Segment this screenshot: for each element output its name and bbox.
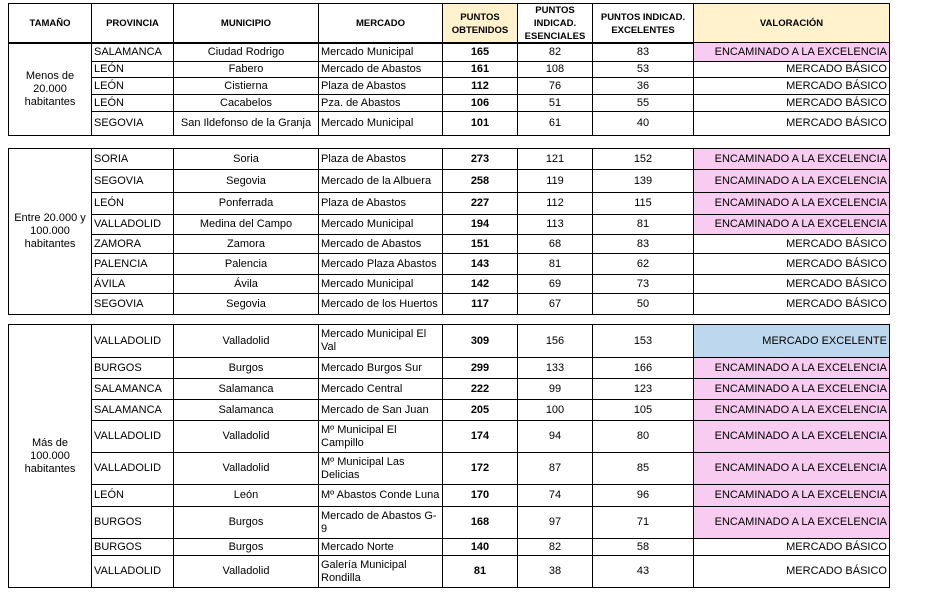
puntos-obtenidos-cell: 205	[443, 400, 518, 421]
puntos-obtenidos-cell: 81	[443, 556, 518, 588]
table-row	[9, 507, 890, 539]
header-table	[8, 3, 890, 44]
table-row	[9, 556, 890, 588]
municipio-cell: Cistierna	[174, 78, 319, 95]
table-row	[9, 149, 890, 170]
header-municipio: MUNICIPIO	[174, 4, 319, 44]
provincia-cell: SORIA	[92, 149, 174, 170]
puntos-obtenidos-cell: 273	[443, 149, 518, 170]
municipio-cell: Salamanca	[174, 400, 319, 421]
puntos-esenciales-cell: 67	[518, 294, 593, 315]
puntos-obtenidos-cell: 222	[443, 379, 518, 400]
header-row	[9, 4, 890, 44]
puntos-obtenidos-cell: 161	[443, 62, 518, 78]
mercado-cell: Plaza de Abastos	[319, 193, 443, 215]
valoracion-cell: MERCADO BÁSICO	[694, 294, 890, 315]
mercado-cell: Mercado Municipal	[319, 215, 443, 235]
puntos-obtenidos-cell: 299	[443, 358, 518, 379]
puntos-obtenidos-cell: 165	[443, 43, 518, 62]
provincia-cell: BURGOS	[92, 358, 174, 379]
puntos-excelentes-cell: 36	[593, 78, 694, 95]
puntos-obtenidos-cell: 309	[443, 325, 518, 358]
provincia-cell: VALLADOLID	[92, 215, 174, 235]
provincia-cell: BURGOS	[92, 539, 174, 556]
municipio-cell: Segovia	[174, 294, 319, 315]
valoracion-cell: ENCAMINADO A LA EXCELENCIA	[694, 358, 890, 379]
mercado-cell: Mº Municipal El Campillo	[319, 421, 443, 453]
puntos-excelentes-cell: 83	[593, 235, 694, 254]
puntos-obtenidos-cell: 112	[443, 78, 518, 95]
valoracion-cell: MERCADO BÁSICO	[694, 275, 890, 294]
table-row	[9, 170, 890, 193]
valoracion-cell: MERCADO BÁSICO	[694, 78, 890, 95]
valoracion-cell: MERCADO BÁSICO	[694, 62, 890, 78]
mercado-cell: Mº Abastos Conde Luna	[319, 485, 443, 507]
mercado-cell: Mercado de Abastos	[319, 235, 443, 254]
valoracion-cell: MERCADO EXCELENTE	[694, 325, 890, 358]
puntos-esenciales-cell: 81	[518, 254, 593, 275]
provincia-cell: LEÓN	[92, 62, 174, 78]
puntos-excelentes-cell: 53	[593, 62, 694, 78]
puntos-obtenidos-cell: 194	[443, 215, 518, 235]
mercado-cell: Mercado de la Albuera	[319, 170, 443, 193]
mercado-cell: Plaza de Abastos	[319, 78, 443, 95]
table-row	[9, 358, 890, 379]
municipio-cell: Burgos	[174, 507, 319, 539]
provincia-cell: VALLADOLID	[92, 453, 174, 485]
table-row	[9, 379, 890, 400]
puntos-esenciales-cell: 97	[518, 507, 593, 539]
table-row	[9, 193, 890, 215]
table-row	[9, 421, 890, 453]
valoracion-cell: ENCAMINADO A LA EXCELENCIA	[694, 421, 890, 453]
puntos-excelentes-cell: 115	[593, 193, 694, 215]
provincia-cell: SALAMANCA	[92, 379, 174, 400]
municipio-cell: Segovia	[174, 170, 319, 193]
provincia-cell: SALAMANCA	[92, 43, 174, 62]
puntos-esenciales-cell: 68	[518, 235, 593, 254]
mercado-cell: Pza. de Abastos	[319, 95, 443, 112]
puntos-esenciales-cell: 156	[518, 325, 593, 358]
puntos-excelentes-cell: 71	[593, 507, 694, 539]
valoracion-cell: ENCAMINADO A LA EXCELENCIA	[694, 400, 890, 421]
puntos-obtenidos-cell: 258	[443, 170, 518, 193]
valoracion-cell: MERCADO BÁSICO	[694, 254, 890, 275]
header-provincia: PROVINCIA	[92, 4, 174, 44]
group-table-medium	[8, 148, 890, 315]
mercado-cell: Mercado de Abastos	[319, 62, 443, 78]
puntos-excelentes-cell: 80	[593, 421, 694, 453]
puntos-excelentes-cell: 85	[593, 453, 694, 485]
size-category: Más de 100.000 habitantes	[9, 325, 92, 588]
valoracion-cell: ENCAMINADO A LA EXCELENCIA	[694, 485, 890, 507]
municipio-cell: San Ildefonso de la Granja	[174, 112, 319, 136]
puntos-excelentes-cell: 58	[593, 539, 694, 556]
puntos-obtenidos-cell: 101	[443, 112, 518, 136]
puntos-excelentes-cell: 139	[593, 170, 694, 193]
puntos-esenciales-cell: 133	[518, 358, 593, 379]
valoracion-cell: ENCAMINADO A LA EXCELENCIA	[694, 170, 890, 193]
puntos-esenciales-cell: 119	[518, 170, 593, 193]
table-row	[9, 235, 890, 254]
valoracion-cell: MERCADO BÁSICO	[694, 112, 890, 136]
mercado-cell: Mercado de los Huertos	[319, 294, 443, 315]
mercado-cell: Mercado Municipal	[319, 112, 443, 136]
valoracion-cell: ENCAMINADO A LA EXCELENCIA	[694, 453, 890, 485]
puntos-esenciales-cell: 108	[518, 62, 593, 78]
municipio-cell: Valladolid	[174, 556, 319, 588]
puntos-obtenidos-cell: 143	[443, 254, 518, 275]
mercado-cell: Mercado de Abastos G-9	[319, 507, 443, 539]
mercado-cell: Mercado de San Juan	[319, 400, 443, 421]
puntos-excelentes-cell: 105	[593, 400, 694, 421]
provincia-cell: ÁVILA	[92, 275, 174, 294]
puntos-obtenidos-cell: 140	[443, 539, 518, 556]
municipio-cell: Palencia	[174, 254, 319, 275]
puntos-excelentes-cell: 166	[593, 358, 694, 379]
puntos-obtenidos-cell: 151	[443, 235, 518, 254]
puntos-esenciales-cell: 51	[518, 95, 593, 112]
puntos-excelentes-cell: 152	[593, 149, 694, 170]
provincia-cell: VALLADOLID	[92, 325, 174, 358]
valoracion-cell: MERCADO BÁSICO	[694, 556, 890, 588]
puntos-obtenidos-cell: 227	[443, 193, 518, 215]
puntos-esenciales-cell: 76	[518, 78, 593, 95]
puntos-obtenidos-cell: 106	[443, 95, 518, 112]
provincia-cell: BURGOS	[92, 507, 174, 539]
puntos-esenciales-cell: 100	[518, 400, 593, 421]
puntos-esenciales-cell: 82	[518, 539, 593, 556]
mercado-cell: Mercado Municipal	[319, 275, 443, 294]
header-tamano: TAMAÑO	[9, 4, 92, 44]
provincia-cell: LEÓN	[92, 95, 174, 112]
municipio-cell: Cacabelos	[174, 95, 319, 112]
provincia-cell: SEGOVIA	[92, 170, 174, 193]
municipio-cell: Valladolid	[174, 421, 319, 453]
municipio-cell: León	[174, 485, 319, 507]
size-category: Entre 20.000 y 100.000 habitantes	[9, 149, 92, 315]
valoracion-cell: ENCAMINADO A LA EXCELENCIA	[694, 379, 890, 400]
puntos-obtenidos-cell: 168	[443, 507, 518, 539]
municipio-cell: Valladolid	[174, 453, 319, 485]
puntos-esenciales-cell: 121	[518, 149, 593, 170]
valoracion-cell: MERCADO BÁSICO	[694, 539, 890, 556]
municipio-cell: Salamanca	[174, 379, 319, 400]
group-table-small	[8, 42, 890, 136]
puntos-obtenidos-cell: 174	[443, 421, 518, 453]
municipio-cell: Soria	[174, 149, 319, 170]
valoracion-cell: ENCAMINADO A LA EXCELENCIA	[694, 43, 890, 62]
table-row	[9, 539, 890, 556]
header-puntos-esenciales: PUNTOS INDICAD. ESENCIALES	[518, 4, 593, 44]
puntos-esenciales-cell: 113	[518, 215, 593, 235]
table-row	[9, 325, 890, 358]
puntos-excelentes-cell: 153	[593, 325, 694, 358]
table-row	[9, 215, 890, 235]
header-puntos-excelentes: PUNTOS INDICAD. EXCELENTES	[593, 4, 694, 44]
puntos-obtenidos-cell: 142	[443, 275, 518, 294]
puntos-esenciales-cell: 82	[518, 43, 593, 62]
mercado-cell: Mercado Municipal El Val	[319, 325, 443, 358]
provincia-cell: LEÓN	[92, 78, 174, 95]
puntos-excelentes-cell: 62	[593, 254, 694, 275]
table-row	[9, 112, 890, 136]
municipio-cell: Ciudad Rodrigo	[174, 43, 319, 62]
puntos-obtenidos-cell: 117	[443, 294, 518, 315]
mercado-cell: Galería Municipal Rondilla	[319, 556, 443, 588]
mercado-cell: Plaza de Abastos	[319, 149, 443, 170]
municipio-cell: Ponferrada	[174, 193, 319, 215]
provincia-cell: SEGOVIA	[92, 112, 174, 136]
table-row	[9, 400, 890, 421]
puntos-excelentes-cell: 73	[593, 275, 694, 294]
provincia-cell: LEÓN	[92, 193, 174, 215]
puntos-obtenidos-cell: 170	[443, 485, 518, 507]
provincia-cell: SEGOVIA	[92, 294, 174, 315]
table-row	[9, 43, 890, 62]
table-row	[9, 453, 890, 485]
valoracion-cell: MERCADO BÁSICO	[694, 95, 890, 112]
provincia-cell: LEÓN	[92, 485, 174, 507]
provincia-cell: ZAMORA	[92, 235, 174, 254]
puntos-excelentes-cell: 43	[593, 556, 694, 588]
valoracion-cell: ENCAMINADO A LA EXCELENCIA	[694, 193, 890, 215]
puntos-esenciales-cell: 87	[518, 453, 593, 485]
valoracion-cell: ENCAMINADO A LA EXCELENCIA	[694, 149, 890, 170]
provincia-cell: PALENCIA	[92, 254, 174, 275]
valoracion-cell: ENCAMINADO A LA EXCELENCIA	[694, 507, 890, 539]
header-puntos-obtenidos: PUNTOS OBTENIDOS	[443, 4, 518, 44]
municipio-cell: Medina del Campo	[174, 215, 319, 235]
municipio-cell: Valladolid	[174, 325, 319, 358]
mercado-cell: Mercado Plaza Abastos	[319, 254, 443, 275]
municipio-cell: Ávila	[174, 275, 319, 294]
puntos-excelentes-cell: 96	[593, 485, 694, 507]
puntos-excelentes-cell: 83	[593, 43, 694, 62]
header-mercado: MERCADO	[319, 4, 443, 44]
table-row	[9, 294, 890, 315]
size-category: Menos de 20.000 habitantes	[9, 43, 92, 136]
puntos-esenciales-cell: 99	[518, 379, 593, 400]
puntos-esenciales-cell: 69	[518, 275, 593, 294]
municipio-cell: Burgos	[174, 539, 319, 556]
puntos-excelentes-cell: 81	[593, 215, 694, 235]
table-row	[9, 62, 890, 78]
puntos-esenciales-cell: 112	[518, 193, 593, 215]
mercado-cell: Mercado Municipal	[319, 43, 443, 62]
puntos-excelentes-cell: 55	[593, 95, 694, 112]
municipio-cell: Fabero	[174, 62, 319, 78]
mercado-cell: Mercado Burgos Sur	[319, 358, 443, 379]
valoracion-cell: ENCAMINADO A LA EXCELENCIA	[694, 215, 890, 235]
puntos-obtenidos-cell: 172	[443, 453, 518, 485]
mercado-cell: Mercado Norte	[319, 539, 443, 556]
group-table-large	[8, 324, 890, 588]
puntos-esenciales-cell: 74	[518, 485, 593, 507]
provincia-cell: VALLADOLID	[92, 556, 174, 588]
mercado-cell: Mº Municipal Las Delicias	[319, 453, 443, 485]
municipio-cell: Zamora	[174, 235, 319, 254]
puntos-esenciales-cell: 61	[518, 112, 593, 136]
table-row	[9, 485, 890, 507]
table-row	[9, 254, 890, 275]
valoracion-cell: MERCADO BÁSICO	[694, 235, 890, 254]
puntos-esenciales-cell: 94	[518, 421, 593, 453]
provincia-cell: VALLADOLID	[92, 421, 174, 453]
table-row	[9, 275, 890, 294]
puntos-excelentes-cell: 50	[593, 294, 694, 315]
provincia-cell: SALAMANCA	[92, 400, 174, 421]
municipio-cell: Burgos	[174, 358, 319, 379]
puntos-excelentes-cell: 123	[593, 379, 694, 400]
puntos-excelentes-cell: 40	[593, 112, 694, 136]
table-row	[9, 78, 890, 95]
puntos-esenciales-cell: 38	[518, 556, 593, 588]
header-valoracion: VALORACIÓN	[694, 4, 890, 44]
mercado-cell: Mercado Central	[319, 379, 443, 400]
table-row	[9, 95, 890, 112]
